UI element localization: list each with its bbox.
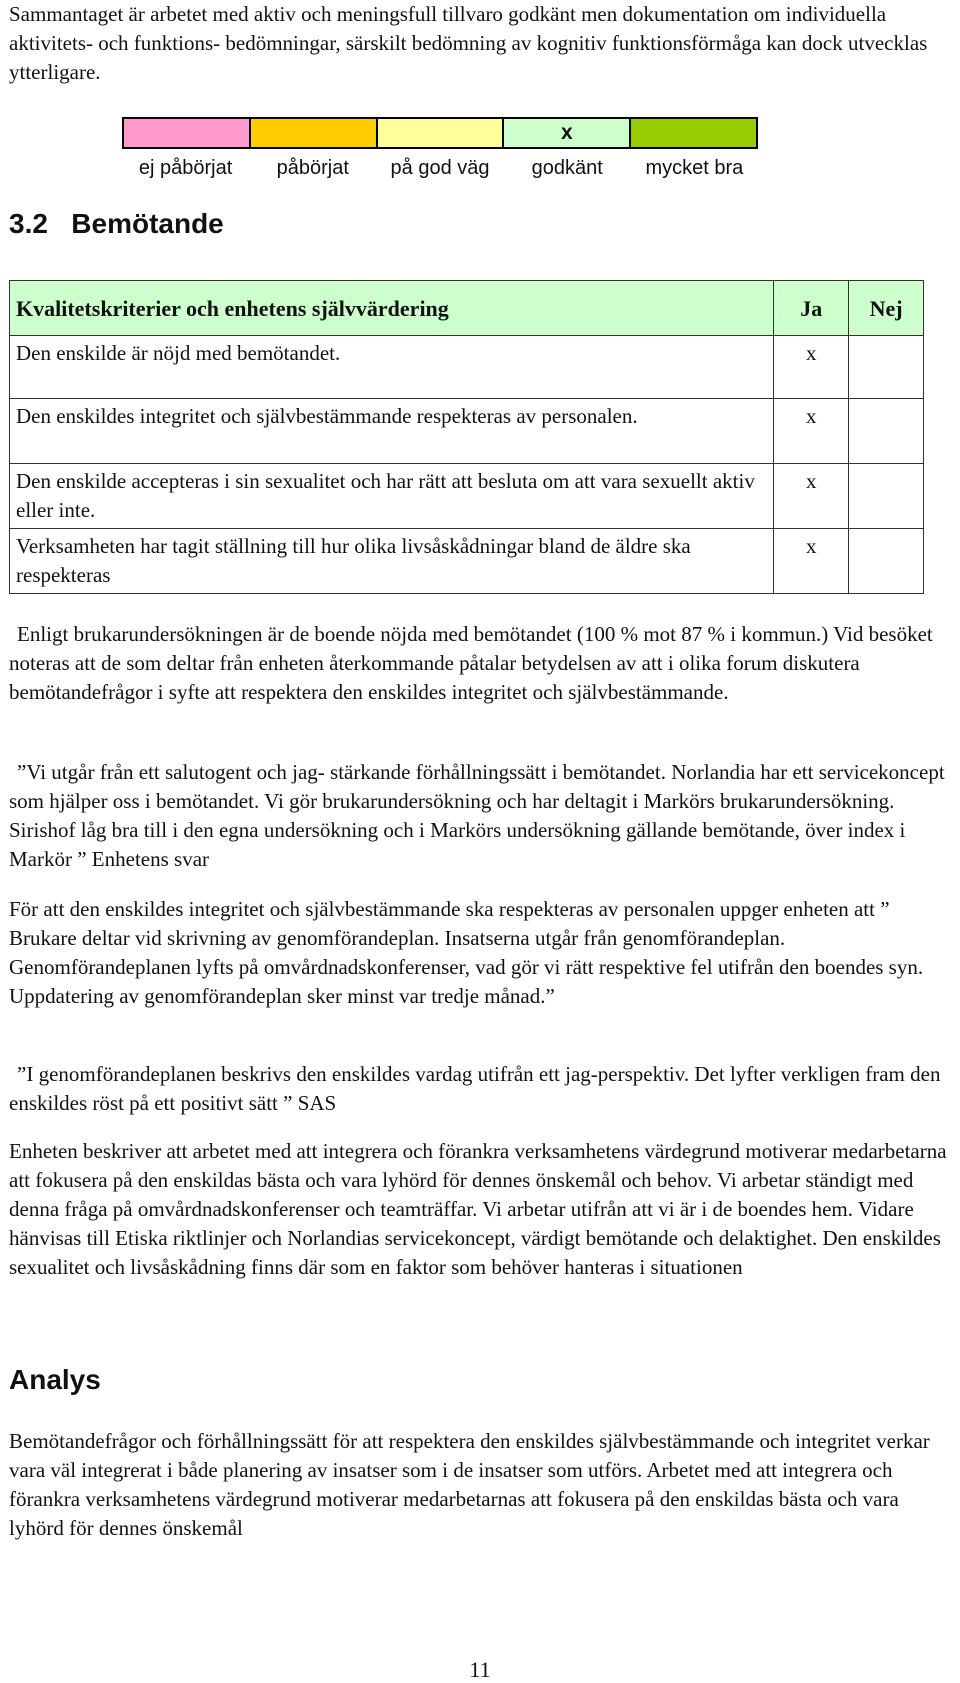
section-heading — [9, 208, 224, 240]
body-paragraph: Enligt brukarundersökningen är de boende nöjda med bemötandet (100 % mot 87 % i kommun.) Vid besöket noteras att de som deltar från enheten återkommande påtalar betydelsen av att i olika forum diskutera bemötandefrågor i syfte att respektera den enskildes integritet och självbestämmande. — [9, 622, 933, 704]
rating-segment-ej-paborjat — [124, 119, 251, 147]
body-paragraph: Enheten beskriver att arbetet med att integrera och förankra verksamhetens värdegrund motiverar medarbetarna att fokusera på den enskildas bästa och vara lyhörd för dennes önskemål och behov. Vi arbetar ständigt med denna fråga på omvårdnadskonferenser och teamträffar. Vi arbetar utifrån att vi är i de boendes hem. Vidare hänvisas till Etiska riktlinjer och Norlandias servicekoncept, värdigt bemötande och delaktighet. Den enskildes sexualitet och livsåskådning finns där som en faktor som behöver hanteras i situationen — [9, 1139, 947, 1279]
rating-label: mycket bra — [645, 157, 744, 179]
rating-label: godkänt — [531, 157, 603, 179]
rating-segment-godkant — [504, 119, 631, 147]
criteria-table — [9, 280, 924, 594]
rating-label: ej påbörjat — [138, 157, 233, 179]
table-row — [10, 336, 924, 399]
rating-segment-paborjat — [251, 119, 378, 147]
page-number: 11 — [469, 1657, 491, 1682]
body-paragraph: För att den enskildes integritet och självbestämmande ska respekteras av personalen uppger enheten att ” Brukare deltar vid skrivning av genomförandeplan. Insatserna utgår från genomförandeplan. Genomförandeplanen lyfts på omvårdnadskonferenser, vad gör vi rätt respektive fel utifrån den boendes syn. Uppdatering av genomförandeplan sker minst var tredje månad.” — [9, 897, 924, 1008]
header-criteria: Kvalitetskriterier och enhetens självvärdering — [10, 281, 774, 336]
analys-heading: Analys — [9, 1364, 101, 1395]
criterion-no — [849, 529, 924, 594]
table-header-row — [10, 281, 924, 336]
criterion-no — [849, 399, 924, 464]
body-paragraph: ”I genomförandeplanen beskrivs den enskildes vardag utifrån ett jag-perspektiv. Det lyfter verkligen fram den enskildes röst på ett positivt sätt ” SAS — [9, 1062, 941, 1115]
header-yes: Ja — [774, 281, 849, 336]
criterion-yes: x — [774, 464, 849, 529]
rating-label: på god väg — [390, 157, 490, 179]
rating-segment-mycket-bra — [631, 119, 756, 147]
section-title: Bemötande — [71, 208, 224, 239]
table-row — [10, 529, 924, 594]
table-row — [10, 464, 924, 529]
criterion-text: Den enskilde accepteras i sin sexualitet och har rätt att besluta om att vara sexuellt aktiv eller inte. — [10, 464, 774, 529]
rating-label: påbörjat — [276, 157, 349, 179]
criterion-yes: x — [774, 529, 849, 594]
criterion-text: Den enskildes integritet och självbestämmande respekteras av personalen. — [10, 399, 774, 464]
header-no: Nej — [849, 281, 924, 336]
section-number: 3.2 — [9, 208, 48, 239]
body-paragraph: ”Vi utgår från ett salutogent och jag- stärkande förhållningssätt i bemötandet. Norlandia har ett servicekoncept som hjälper oss i bemötandet. Vi gör brukarundersökning och har deltagit i Markörs brukarundersökning. Sirishof låg bra till i den egna undersökning och i Markörs undersökning gällande bemötande, över index i Markör ” Enhetens svar — [9, 760, 945, 871]
rating-scale-labels — [122, 157, 758, 180]
rating-mark: x — [560, 121, 573, 144]
rating-scale — [122, 117, 758, 149]
table-row — [10, 399, 924, 464]
intro-paragraph: Sammantaget är arbetet med aktiv och meningsfull tillvaro godkänt men dokumentation om individuella aktivitets- och funktions- bedömningar, särskilt bedömning av kognitiv funktionsförmåga kan dock utvecklas ytterligare. — [9, 2, 928, 84]
criterion-yes: x — [774, 399, 849, 464]
rating-segment-pa-god-vag — [378, 119, 505, 147]
criterion-text: Den enskilde är nöjd med bemötandet. — [10, 336, 774, 399]
criterion-yes: x — [774, 336, 849, 399]
criterion-no — [849, 464, 924, 529]
analys-paragraph: Bemötandefrågor och förhållningssätt för att respektera den enskildes självbestämmande och integritet verkar vara väl integrerat i både planering av insatser som i de insatser som utförs. Arbetet med att integrera och förankra verksamhetens värdegrund motiverar medarbetarnas att fokusera på den enskildas bästa och vara lyhörd för dennes önskemål — [9, 1429, 930, 1540]
criterion-no — [849, 336, 924, 399]
criterion-text: Verksamheten har tagit ställning till hur olika livsåskådningar bland de äldre ska respekteras — [10, 529, 774, 594]
